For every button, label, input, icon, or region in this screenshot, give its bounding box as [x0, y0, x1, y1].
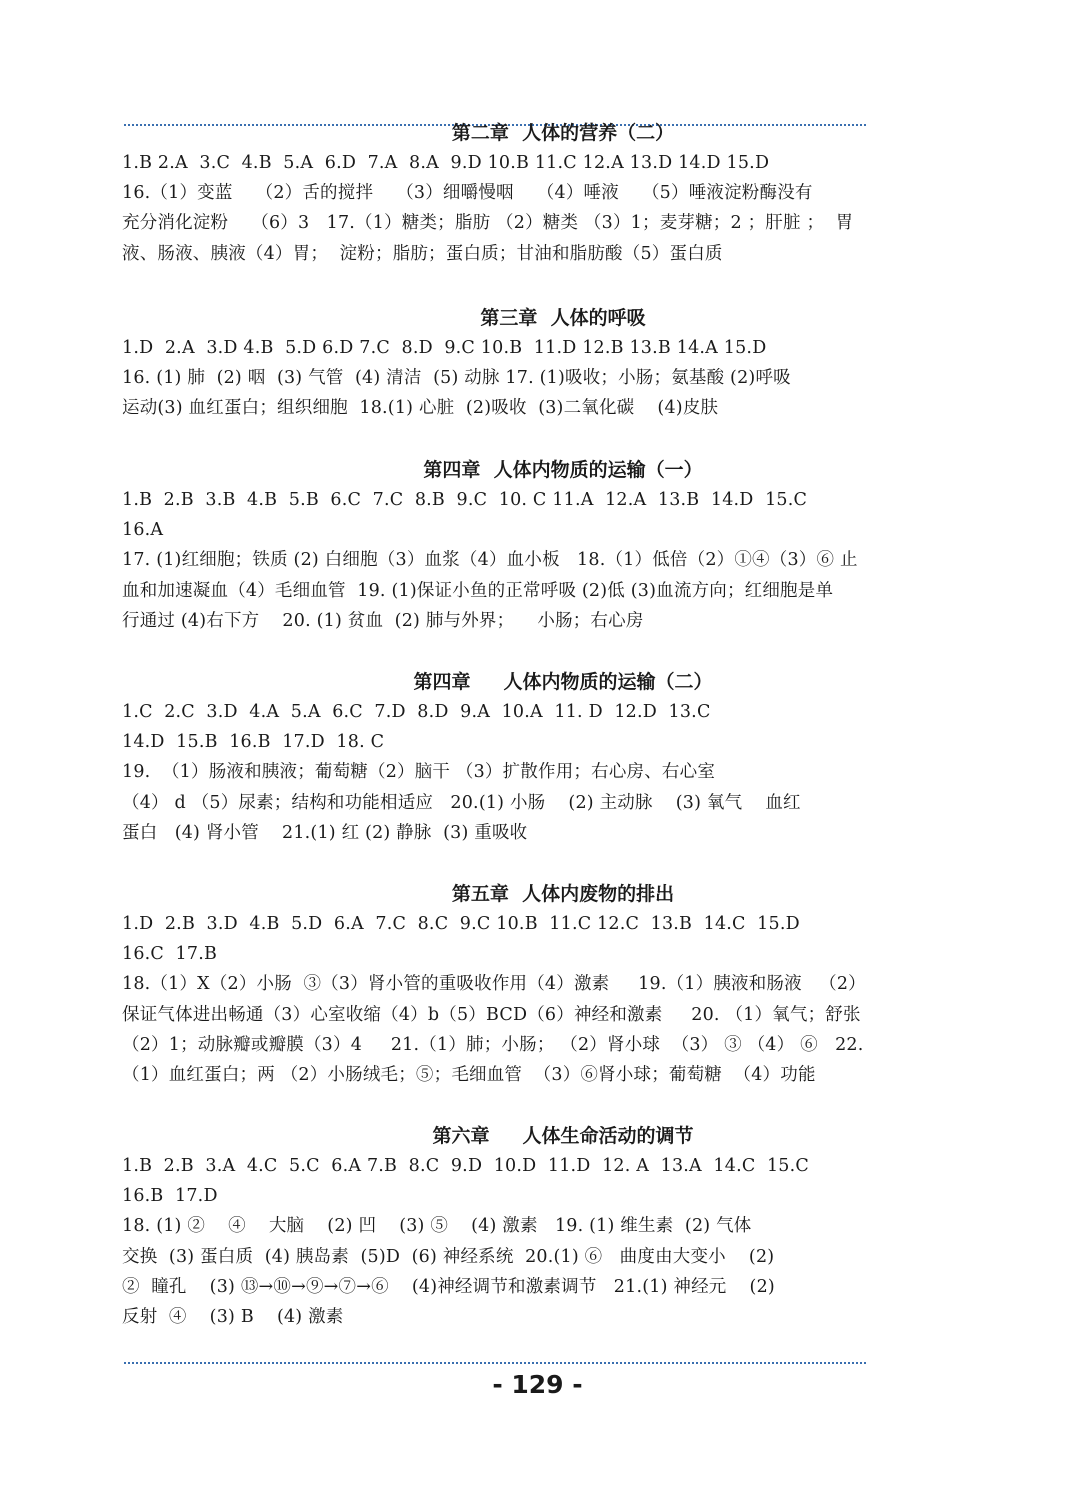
answer-line: 1.C 2.C 3.D 4.A 5.A 6.C 7.D 8.D 9.A 10.A 11. D 12.D 13.C — [122, 702, 711, 722]
section-title: 第四章 人体内物质的运输（二） — [413, 671, 713, 693]
answer-line: （1）血红蛋白；两 （2）小肠绒毛；⑤；毛细血管 （3）⑥肾小球；葡萄糖 （4）功能 — [122, 1064, 816, 1085]
answer-line: 行通过 (4)右下方 20. (1) 贫血 (2) 肺与外界； 小肠；右心房 — [122, 610, 644, 631]
answer-line: 16.A — [122, 520, 164, 541]
section-chapter-4-transport-1 — [122, 455, 964, 636]
answer-line: 1.D 2.A 3.D 4.B 5.D 6.D 7.C 8.D 9.C 10.B 11.D 12.B 13.B 14.A 15.D — [122, 338, 767, 358]
section-chapter-6-regulation — [122, 1121, 964, 1332]
answer-line: 蛋白 (4) 肾小管 21.(1) 红 (2) 静脉 (3) 重吸收 — [122, 822, 528, 843]
section-chapter-5-excretion — [122, 879, 964, 1090]
answer-line: 16. (1) 肺 (2) 咽 (3) 气管 (4) 清洁 (5) 动脉 17. (1)吸收；小肠；氨基酸 (2)呼吸 — [122, 368, 791, 389]
section-title: 第六章 人体生命活动的调节 — [432, 1125, 694, 1147]
answer-line: 1.B 2.A 3.C 4.B 5.A 6.D 7.A 8.A 9.D 10.B 11.C 12.A 13.D 14.D 15.D — [122, 153, 770, 173]
section-title: 第二章 人体的营养（二） — [451, 122, 675, 144]
page-number: - 129 - — [492, 1370, 583, 1399]
bottom-dotted-rule — [124, 1362, 866, 1364]
answer-line: 16.（1）变蓝 （2）舌的搅拌 （3）细嚼慢咽 （4）唾液 （5）唾液淀粉酶没有 — [122, 183, 813, 204]
section-chapter-2-nutrition — [122, 118, 964, 269]
answer-line: 液、肠液、胰液（4）胃； 淀粉；脂肪；蛋白质；甘油和脂肪酸（5）蛋白质 — [122, 243, 723, 264]
answer-line: ② 瞳孔 (3) ⑬→⑩→⑨→⑦→⑥ (4)神经调节和激素调节 21.(1) 神经元 (2) — [122, 1276, 775, 1297]
answer-line: 反射 ④ (3) B (4) 激素 — [122, 1306, 344, 1327]
answer-line: 16.C 17.B — [122, 944, 218, 965]
answer-line: （4） d （5）尿素；结构和功能相适应 20.(1) 小肠 (2) 主动脉 (3) 氧气 血红 — [122, 792, 801, 813]
answer-line: 交换 (3) 蛋白质 (4) 胰岛素 (5)D (6) 神经系统 20.(1) ⑥ 曲度由大变小 (2) — [122, 1246, 775, 1267]
answer-line: 18. (1) ② ④ 大脑 (2) 凹 (3) ⑤ (4) 激素 19. (1) 维生素 (2) 气体 — [122, 1216, 752, 1237]
answer-line: 1.B 2.B 3.B 4.B 5.B 6.C 7.C 8.B 9.C 10. C 11.A 12.A 13.B 14.D 15.C — [122, 490, 808, 510]
answer-line: 1.D 2.B 3.D 4.B 5.D 6.A 7.C 8.C 9.C 10.B 11.C 12.C 13.B 14.C 15.D — [122, 914, 800, 934]
section-title: 第四章 人体内物质的运输（一） — [423, 459, 703, 481]
answer-line: 17. (1)红细胞；铁质 (2) 白细胞（3）血浆（4）血小板 18.（1）低倍（2）①④（3）⑥ 止 — [122, 550, 858, 571]
answer-line: 1.B 2.B 3.A 4.C 5.C 6.A 7.B 8.C 9.D 10.D 11.D 12. A 13.A 14.C 15.C — [122, 1156, 809, 1176]
answer-line: 血和加速凝血（4）毛细血管 19. (1)保证小鱼的正常呼吸 (2)低 (3)血流方向；红细胞是单 — [122, 580, 834, 601]
section-chapter-3-respiration — [122, 303, 964, 424]
answer-line: 保证气体进出畅通（3）心室收缩（4）b（5）BCD（6）神经和激素 20. （1）氧气；舒张 — [122, 1004, 861, 1025]
answer-line: （2）1；动脉瓣或瓣膜（3）4 21.（1）肺；小肠； （2）肾小球 （3） ③ （4） ⑥ 22. — [122, 1034, 864, 1055]
answer-line: 14.D 15.B 16.B 17.D 18. C — [122, 732, 385, 753]
answer-line: 运动(3) 血红蛋白；组织细胞 18.(1) 心脏 (2)吸收 (3)二氧化碳 (4)皮肤 — [122, 398, 719, 419]
section-title: 第三章 人体的呼吸 — [480, 307, 646, 329]
section-title: 第五章 人体内废物的排出 — [451, 883, 675, 905]
answer-line: 19. （1）肠液和胰液；葡萄糖（2）脑干 （3）扩散作用；右心房、右心室 — [122, 762, 716, 783]
answer-line: 16.B 17.D — [122, 1186, 218, 1207]
answer-line: 充分消化淀粉 （6）3 17.（1）糖类；脂肪 （2）糖类 （3）1；麦芽糖；2 ；肝脏 ； 胃 — [122, 213, 854, 234]
answer-line: 18.（1）X（2）小肠 ③（3）肾小管的重吸收作用（4）激素 19.（1）胰液和肠液 （2） — [122, 974, 866, 995]
section-chapter-4-transport-2 — [122, 667, 964, 848]
